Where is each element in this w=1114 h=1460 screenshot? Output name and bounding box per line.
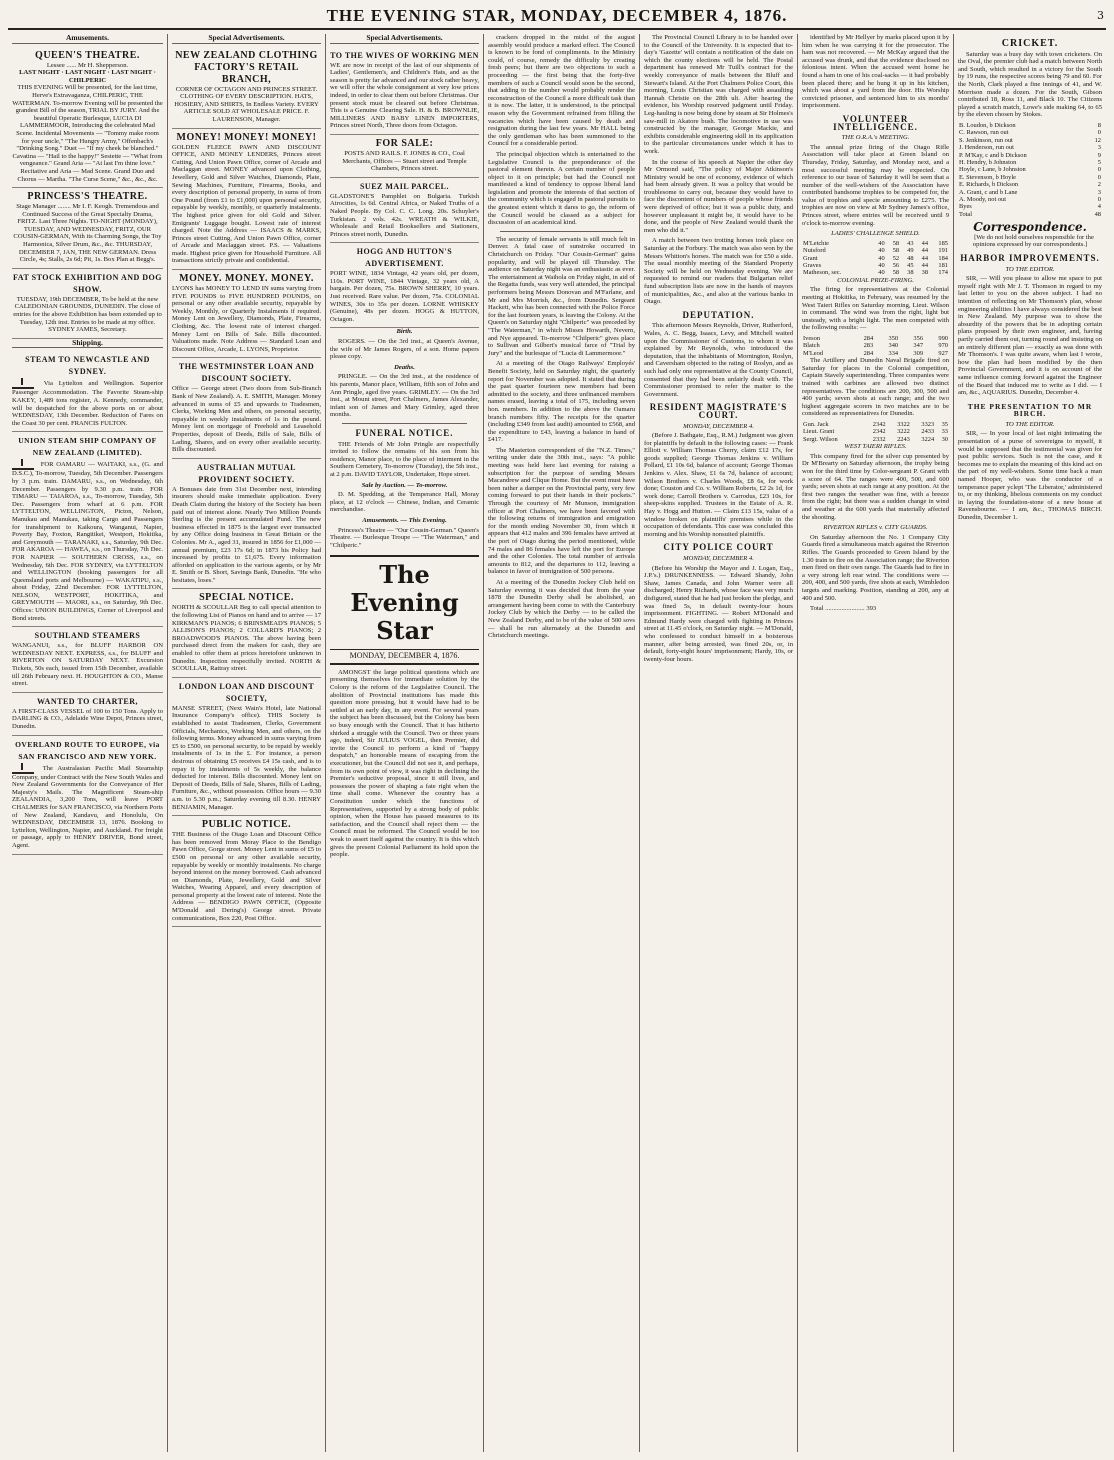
table-cell-name: M'Leod — [803, 349, 823, 357]
ad-public-notice — [172, 816, 321, 927]
auction-notice: D. M. Spedding, at the Temperance Hall, Moray place, at 12 o'clock — Chinese, Indian, and Ceramic merchandise. — [330, 491, 479, 514]
volunteer-article: The annual prize firing of the Otago Rifle Association will take place at Green Island on Thursday, Friday, Saturday, and Monday next, and a most successful meeting may be expected. On reference to our issue of Saturday it will be seen that a number of the well-wishers of the Association have contributed handsome trophies to be competed for, the value of trophies and specie amounting to £275. The trophies are now on view at Mr Sydney James's office, Princes street, where entries will be received until 9 o'clock to-morrow evening. — [802, 143, 949, 227]
ad-london-loan — [172, 678, 321, 816]
table-cell-value: 30 — [941, 435, 948, 443]
ad-lessee: Lessee ...... Mr H. Shepperson. — [46, 61, 129, 69]
table-row — [958, 189, 1102, 196]
divider — [500, 231, 623, 232]
table-cell-name: E. Richards, b Dickson — [959, 181, 1019, 189]
table-cell-value: 58 — [892, 239, 900, 247]
table-row — [958, 203, 1102, 210]
table-cell-value: 48 — [1094, 210, 1101, 218]
table-cell-value: 40 — [878, 247, 885, 255]
table-cell-value: 181 — [938, 262, 948, 270]
ad-amp-society — [172, 459, 321, 590]
column-6 — [798, 34, 954, 1452]
ad-title: UNION STEAM SHIP COMPANY OF NEW ZEALAND (LIMITED). — [18, 436, 157, 458]
ad-body: GOLDEN FLEECE PAWN AND DISCOUNT OFFICE, AND MONEY LENDERS, Princes street Cutting, And Union Pawn Office, corner of Arcade and Maclaggan street. MONEY advanced upon Clothing, Jewellery, Gold and Silver Watches, Diamonds, Plate, Sewing Machines, Furniture, Firearms, Books, and every description of personal property, in sums of from One Pound (from £1 to £1,000) upon personal security, repayable by weekly, monthly, or quarterly instalments. The highest price given for old Gold and Silver. Emigrants' Luggage bought. Lowest rate of interest charged. Note the Address — ISAACS & MARKS, Princes street Cutting, And Union Pawn Office, corner of Arcade and Maclaggan street. P.S. — Valuations made. Highest price given for Household Furniture. All transactions strictly private and confidential. — [172, 143, 321, 265]
ad-wives-working-men — [330, 47, 479, 135]
ad-title: FAT STOCK EXHIBITION AND DOG SHOW. — [13, 272, 162, 294]
local-news: The Provincial Council Library is to be handed over to the Council of the University. It is expected that to-day's 'Gazette' will contain a notification of the date on which the county elections will be held. The Postal department has renewed Mr Tuill's contract for the weekly conveyance of mails between the Bluff and Stewart's Island. At the Port Chalmers Police Court, this morning, Louis Christian was charged with assaulting Hannah Christie on the 28th ult. After hearing the evidence, his Worship reserved judgment until Friday. Leg-hauling is now being done by steam at Sir Holmes's saw-mill in Akatore bush. The locomotive in use was constructed by the manager, George Mackie, and exhibits considerable engineering skill in its application to the particular circumstances under which it has to work. — [644, 34, 793, 155]
table-cell-name: Lieut. Grant — [803, 428, 835, 436]
ladies-shield-heading: LADIES' CHALLENGE SHIELD. — [831, 230, 920, 238]
section-heading-special: Special Advertisements. — [330, 34, 479, 44]
ad-north-scoullar — [172, 589, 321, 677]
ad-title: LONDON LOAN AND DISCOUNT SOCIETY, — [178, 681, 315, 703]
table-cell-value: 284 — [863, 335, 874, 343]
riverton-article: On Saturday afternoon the No. 1 Company City Guards fired a simultaneous match against the Riverton Rifles. The Guards proceeded to Green Island by the 1.30 train to fire on the Association range; the Riverton men fired on their own range. The Guards had to fire in a very strong left rear wind. The conditions were — 200, 400, and 500 yards, five shots at each, Wimbledon targets and marking. Position, standing at 200, any at 400 and 500. — [802, 533, 949, 602]
table-cell-value: 45 — [907, 262, 914, 270]
table-row — [802, 269, 949, 276]
ad-title: FOR SALE: — [375, 137, 434, 149]
ladies-shield-table — [802, 240, 949, 277]
masthead-title: THE EVENING STAR, MONDAY, DECEMBER 4, 1876. — [326, 6, 788, 25]
table-row — [958, 159, 1102, 166]
ad-for-sale — [330, 135, 479, 178]
column-3 — [326, 34, 484, 1452]
masthead — [8, 6, 1106, 30]
colonial-heading: COLONIAL PRIZE-FIRING. — [837, 276, 914, 284]
correspondence-disclaimer: [We do not hold ourselves responsible for the opinions expressed by our correspondents.] — [972, 233, 1094, 249]
table-cell-value: 8 — [1097, 121, 1101, 129]
column-1 — [8, 34, 168, 1452]
gunners-scores-table — [802, 421, 949, 443]
table-cell-value: 3322 — [897, 421, 910, 428]
table-row — [802, 342, 949, 349]
ad-body: WANGANUI, s.s., for BLUFF HARBOR ON WEDNESDAY NEXT. EXPRESS, s.s., for BLUFF and RIVERTON ON SATURDAY NEXT. Excursion Tickets, 50s each, issued from 15th December, available till 26th February next. H. HOUGHTON & CO., Manse street. — [12, 642, 163, 688]
ad-body: THIS EVENING Will be presented, for the last time, Herve's Extravaganza, CHILPERIC, THE WATERMAN. To-morrow Evening will be presented the grandest Bill of the season, TRIAL BY JURY. And the beautiful Operatic Burlesque, LUCIA DI LAMMERMOOR, Introducing the celebrated Mad Scene. Incidental Movements — "Tommy make room for your uncle," "The Hungry Army," Offenbach's "Drinking Song." Duet — "If my cheek be blanched." Cavatina — "Hail to the happy!" Sestette — "What from vengeance." Grand Aria — "At last I'm thine love." Recitative and Aria — Mad Scene. Grand Duo and Chorus — Martha. "The Curse Scene," &c., &c., &c. — [12, 84, 163, 183]
table-cell-value: 48 — [907, 254, 914, 262]
column-2 — [168, 34, 326, 1452]
table-cell-value: 44 — [921, 247, 929, 255]
table-cell-value: 2243 — [897, 435, 910, 443]
divider — [342, 423, 467, 424]
harbor-heading: HARBOR IMPROVEMENTS. — [960, 253, 1100, 263]
table-cell-value: 0 — [1097, 129, 1101, 137]
ad-southland-steamers — [12, 627, 163, 693]
table-cell-value: 340 — [888, 342, 899, 350]
table-row — [802, 255, 949, 262]
deputation-article: This afternoon Messrs Reynolds, Driver, Rutherford, Wales, A. C. Begg, Isaacs, Levy, and Mitchell waited upon the Commissioner of Customs, to whom it was explained by Mr Reynolds, who introduced the deputation, that the inhabitants of Mornington, Roslyn, and Caversham objected to the rating of Roslyn, and as such had only one representative at the County Council, consented that they had been unfairly dealt with. The Commissioner promised to refer the matter to the Government. — [644, 322, 793, 398]
ad-hogg-hutton — [330, 243, 479, 328]
table-cell-value: 283 — [863, 342, 874, 350]
steamship-icon — [12, 459, 34, 470]
ad-body: Via Lyttelton and Wellington. Superior Passenger Accommodation. The Favorite Steam-ship KAKEY, 1,489 tons register, A. Kennedy, commander, will be despatched for the above ports on or about WEDNESDAY, 13th December. Reduction of Fares on the Coast 30 per cent. FRANCIS FULTON. — [12, 380, 164, 427]
column-4 — [484, 34, 640, 1452]
table-row — [958, 152, 1102, 159]
amusements-notice: Princess's Theatre — "Our Cousin-German." Queen's Theatre. — Burlesque Troupe — "The Waterman," and "Chilperic." — [330, 526, 479, 549]
cricket-article: Saturday was a busy day with town cricketers. On the Oval, the premier club had a match between North and South, which resulted in a victory for the South by 19 runs, the respective scores being 79 and 60. For the North, Clark played a fine innings of 41, and W. Morrison made a dozen. For the South, Gibson contributed 18, Ross 11, and Black 10. The Citizens played a scratch match, Lowe's side making 64, to 65 by the eleven chosen by Stokes. — [958, 50, 1102, 119]
table-cell-name: C. Rawson, run out — [959, 129, 1009, 137]
table-cell-value: 2332 — [872, 435, 886, 443]
table-cell-value: 58 — [892, 247, 900, 255]
birch-to-editor: TO THE EDITOR. — [1005, 420, 1055, 428]
table-cell-name: Grant — [803, 254, 818, 262]
ad-body: CORNER OF OCTAGON AND PRINCES STREET. CLOTHING OF EVERY DESCRIPTION. HATS, HOSIERY, AND SHIRTS, In Endless Variety. EVERY ARTICLE SOLD AT WHOLESALE PRICE. F. LAURENSON, Manager. — [174, 85, 319, 123]
section-heading-special: Special Advertisements. — [172, 34, 321, 44]
volunteer-heading: VOLUNTEER INTELLIGENCE. — [833, 113, 918, 132]
ad-lyons-money — [172, 270, 321, 358]
table-cell-value: 44 — [921, 239, 929, 247]
volunteer-subheading: THE O.R.A.'s MEETING. — [841, 134, 910, 142]
table-cell-value: 0 — [1097, 196, 1101, 203]
table-cell-name: Graves — [803, 262, 822, 270]
table-cell-value: 0 — [1097, 173, 1101, 181]
cricket-heading: CRICKET. — [1001, 38, 1059, 49]
ad-title: PRINCESS'S THEATRE. — [27, 191, 148, 203]
ad-queens-theatre — [12, 47, 163, 189]
ormond-speech: In the course of his speech at Napier the other day Mr Ormond said, "The policy of Major Atkinson's Ministry would be one of economy, evidence of which had been already given. It was a policy that would be troublesome to carry out, because they would have to face the discontent of numbers of people whose friends were deprived of office; but it was a public duty, and however unpleasant it might be, it would have to be done, and the people of New Zealand would thank the men who did it." — [644, 158, 793, 234]
table-cell-name: Blatch — [803, 342, 820, 350]
steamship-icon — [12, 378, 34, 389]
artillery-article: The Artillery and Dunedin Naval Brigade fired on Saturday for places in the Colonial competition, Captain Stavely superintending. Three companies were trained with carbines are allowed two distinct representatives. The conditions are 200, 300, 500 and 400 yards; seven shots at each range; and the two highest aggregate scorers in two matches are to be considered as representatives for Dunedin. — [802, 357, 949, 418]
court-continued: identified by Mr Hellyer by marks placed upon it by him when he was carrying it for the prosecutor. The ham was not recovered. — Mr McKay argued that the accused was drunk, and that the evidence disclosed no felonious intent. When the accused went home he found a ham in one of his coal-sacks — it had probably been placed there; and he hung it up in his kitchen, which was about a yard from the door. His Worship convicted prisoner, and sentenced him to six months' imprisonment. — [802, 34, 949, 110]
table-cell-value: 309 — [913, 349, 924, 357]
table-cell-name: J. Henderson, run out — [959, 144, 1014, 152]
table-cell-value: 284 — [863, 349, 874, 357]
ad-wanted-to-charter — [12, 693, 163, 736]
police-court-heading: CITY POLICE COURT — [663, 542, 774, 553]
table-row — [802, 335, 949, 342]
birch-heading: THE PRESENTATION TO MR BIRCH. — [967, 401, 1093, 419]
jockey-club-news: At a meeting of the Dunedin Jockey Club held on Saturday evening it was decided that from the year 1878 the Dunedin Derby shall be abolished, an arrangement having been come to with the Canterbury Jockey Club by which the Derby — to be called the New Zealand Derby, and to be of the value of 500 sovs — shall be run alternately at the Dunedin and Christchurch meetings. — [488, 578, 635, 640]
table-cell-name: Byes — [959, 203, 972, 211]
ad-title: QUEEN'S THEATRE. — [35, 49, 140, 61]
ad-union-steam-ship — [12, 432, 163, 627]
birch-letter: SIR, — In your local of last night intimating the presentation of a purse of sovereigns to myself, it would be supposed that the testimonial was given for past public services. Such is not the case, and it becomes me to explain the meaning of this kind act on the part of my well-wishers. Some time back a man named Hooper, who was the conductor of a temperance paper yclept 'The Liberator,' administered to, or my thinking, libelous comments on my conduct in laying the foundation-stone of a new house at Ravensbourne. — I am, &c., THOMAS BIRCH. Dunedin, December 1. — [958, 430, 1102, 521]
immigration-news: The Masterton correspondent of the "N.Z. Times," writing under date the 30th inst., says: "A public meeting was held here last evening for raising a subscription for the purpose of sending Messrs Macandrew and Clique Home. But the event must have been rather a damper on the Provincial party, very few coming forward to put their hands in their pockets." Through the courtesy of Mr Munson, immigration officer at Port Chalmers, we have been favored with the following returns of immigration and emigration for the month ending November 30, from which it appears that 412 males and 396 females have arrived at the port of Otago during the period mentioned, while 74 males and 86 females have left the port for Europe and the other Colonies. The total number of arrivals amounts to 812, and the departures to 112, leaving a balance in favor of immigration of 500 persons. — [488, 446, 635, 576]
table-row — [802, 428, 949, 435]
colonial-scores-table — [802, 335, 949, 357]
ad-westminster-loan — [172, 358, 321, 458]
table-cell-value: 347 — [913, 342, 924, 350]
table-cell-value: 44 — [921, 254, 929, 262]
colonial-article: The firing for representatives at the Colonial meeting at Hokitika, in February, was resumed by the West Taieri Rifles on Saturday morning, Lieut. Wilson in command. The wind was from the right, light but unsteady, with a bright light. The men competed with the following results: — — [802, 286, 949, 332]
section-heading-shipping: Shipping. — [12, 339, 163, 349]
table-cell-name: A. Grant, c and b Lane — [959, 188, 1018, 196]
table-row — [802, 436, 949, 443]
death-notices: PRINGLE. — On the 3rd inst., at the residence of his parents, Manor place, William, fifth son of John and Ann Pringle, aged five years. GRIMLEY. — On the 3rd inst., at Mount street, Port Chalmers, James Alexander, infant son of James and Mary Grimley, aged three months. — [330, 373, 479, 419]
ad-fat-stock — [12, 269, 163, 339]
ad-title: PUBLIC NOTICE. — [201, 819, 292, 831]
riverton-heading: RIVERTON RIFLES v. CITY GUARDS. — [823, 524, 928, 532]
ad-body: NORTH & SCOULLAR Beg to call special attention to the following List of Pianos on hand and to arrive — 17 KIRKMAN'S PIANOS; 6 BRINSMEAD'S PIANOS; 5 ALLISON'S PIANOS; 2 COLLARD'S PIANOS; 2 BROADWOOD'S PIANOS. The above having been purchased direct from the makers for cash, they are enabled to offer them at prices heretofore unknown in Dunedin. Inspection respectfully invited. NORTH & SCOULLAR, Rattray street. — [172, 604, 321, 673]
table-cell-value: 184 — [938, 254, 948, 262]
table-row — [802, 240, 949, 247]
table-cell-value: 49 — [907, 247, 914, 255]
table-cell-value: 3 — [1097, 144, 1101, 152]
table-cell-value: 33 — [941, 428, 948, 436]
table-row — [802, 262, 949, 269]
ad-body: A FIRST-CLASS VESSEL of 100 to 150 Tons. Apply to DARLING & CO., Adelaide Wine Depot, Princes street, Dunedin. — [12, 707, 163, 730]
ad-body: GLADSTONE'S Pamphlet on Bulgaria. Turkish Atrocities, 1s 6d. Central Africa, or Naked Truths of a Naked People. By Col. C. C. Long. 20s. Schuyler's Turkistan. 2 vols. 42s. WREATH & WILKIE, Wholesale and Retail Booksellers and Stationers, Princes street north, Dunedin. — [330, 192, 479, 238]
ad-body: A Bonuses date from 31st December next, intending insurers should make immediate application. Every Death Claim during the history of the Society has been paid out of interest alone. Nearly Two Million Pounds Sterling is the present accumulated Fund. The new business effected in 1875 is the largest ever transacted by any Office doing business in Great Britain or the Colonies. Mr A., aged 31, insured in 1856 for £1,000 — annual premium, £23 17s 6d; in 1873 his Policy had increased by profits to £1,675. Every information afforded on application to the various agents, or by Mr E. Smith or B. Short, Savings Bank, Dunedin. "He who hesitates, loses." — [172, 485, 321, 584]
police-court-article: (Before his Worship the Mayor and J. Logan, Esq., J.P.'s.) DRUNKENNESS. — Edward Shandy, John Shaw, James Canada, and John Warner were all discharged; Henry Richards, whose face was very much disfigured, stated that he had just broken the pledge, and was fined 5s, in default twenty-four hours imprisonment. FIGHTING. — Robert M'Donald and Edmund Hardy were charged with fighting in Princes street at 11.45 o'clock, on Saturday night. — M'Donald, who confessed to conduct himself in a boisterous manner, after being arrested, was fined 20s, or, in default, forty-eight hours' imprisonment; Hardy, 10s, or twenty-four hours. — [644, 564, 793, 663]
table-cell-value: 35 — [941, 421, 948, 428]
table-row — [958, 174, 1102, 181]
table-cell-value: 927 — [938, 349, 948, 357]
table-cell-name: Matheson, sec. — [803, 269, 842, 277]
editorial-article: AMONGST the large political questions which are presenting themselves for immediate solution by the Colony is the reform of the Legislative Council. The abolition of Provincial institutions has made this question more pressing, but it would have had to be settled at an early day, in any event. For several years the subject has been discussed, but the Colony has been so busy enough with the Council. That it has hitherto shirked a struggle with the Council. Two or three years ago, indeed, Sir JULIUS VOGEL, then Premier, did invite the Council to perform a kind of "happy despatch," an honorable means of escaping from the executioner, but the Council did not see it, and perhaps, from its own point of view, it was right in declining the Premier's seductive proposal, since it still lives, and possesses the power of shaping a fate right when the time shall come. Whenever the country has a Constitution under which the functions of Representatives, supported by a strong body of public opinion, when the House has passed measures to its satisfaction, and the Council shall reject them — the Council must be reformed. The Council would be too weak to assert itself against the country. It is this which gives the present Colonial Parliament its hold upon the people. — [330, 668, 479, 859]
table-cell-name: H. Hendry, b Johnston — [959, 158, 1017, 166]
ad-body: PORT WINE, 1834 Vintage, 42 years old, per dozen, 110s. PORT WINE, 1844 Vintage, 32 years old, A bargain. Per dozen, 75s. BROWN SHERRY, 10 years. Just received. Rare value. Per dozen, 75s. COLONIAL WINES, 30s to 35s per dozen. LORNE WHISKEY (Genuine), 48s per dozen. HOGG & HUTTON, Octagon. — [330, 270, 479, 323]
table-row — [958, 137, 1102, 144]
table-cell-value: 40 — [878, 269, 885, 277]
table-row — [802, 350, 949, 357]
table-row — [958, 196, 1102, 203]
table-cell-value: 3 — [1097, 188, 1101, 196]
table-cell-value: 356 — [913, 335, 924, 343]
table-cell-value: 3222 — [897, 428, 910, 436]
steamship-icon — [12, 763, 34, 774]
west-taieri-article: This company fired for the silver cup presented by Dr M'Brearty on Saturday afternoon, the trophy being won for the third time by Color-sergeant P. Grant with a score of 64. The ranges were 400, 500, and 600 yards; seven shots at each range at any position. At the first two ranges the weather was fine, with a breeze from the right; but there was a sudden change in wind and weather at the 600 yards that materially affected the shooting. — [802, 452, 949, 521]
deputation-heading: DEPUTATION. — [682, 309, 755, 320]
ad-title: THE WESTMINSTER LOAN AND DISCOUNT SOCIETY. — [178, 362, 315, 384]
table-row — [958, 181, 1102, 188]
table-cell-value: 5 — [1097, 158, 1101, 166]
table-cell-name: P. M'Kay, c and b Dickson — [959, 151, 1027, 159]
table-cell-value: 40 — [878, 239, 885, 247]
section-heading-amusements: Amusements. — [12, 34, 163, 44]
ad-title: SPECIAL NOTICE. — [199, 592, 294, 604]
table-cell-value: 2342 — [872, 421, 886, 428]
table-row — [958, 144, 1102, 151]
ad-overland-route — [12, 736, 163, 855]
column-5 — [640, 34, 798, 1452]
newspaper-nameplate: The Evening Star — [330, 555, 479, 650]
ad-newcastle-steam — [12, 351, 163, 432]
ad-nz-clothing — [172, 47, 321, 129]
funeral-notice: THE Friends of Mr John Pringle are respectfully invited to follow the remains of his son from his residence, Manor place, to the place of interment in the Southern Cemetery, To-morrow (Tuesday), the 5th inst., at 2 p.m. DAVID TAYLOR, Undertaker, Hope street. — [330, 440, 479, 478]
ad-body: Office — George street (Two doors from Sub-Branch Bank of New Zealand). A. E. SMITH, Manager. Money advanced in sums of £5 and upwards to Tradesmen, Clerks, Working Men and others, on personal security, repayable in weekly instalments of 1s in the pound. Money lent on mortgage of Freehold and Leasehold Properties, deposit of Deeds, Bills of Sale, Bills of Lading, Shares, and on every other available security. Bills discounted. — [172, 385, 321, 454]
table-cell-value: 52 — [892, 254, 900, 262]
table-cell-value: 174 — [938, 269, 948, 277]
ad-body: Stage Manager ........ Mr I. F. Keogh. Tremendous and Continued Success of the Great Specialty Drama, FRITZ. Last Three Nights. TO-NIGHT (MONDAY), TUESDAY, AND WEDNESDAY, FRITZ, OUR COUSIN-GERMAN, With its Charming Songs, the Toy Harmonica, Silver Drum, &c., &c. THURSDAY, DECEMBER 7, JAN, THE NEW GERMAN. Dress Circle, 4s; Stalls, 2s 6d; Pit, 1s. Box Plan at Begg's. — [13, 203, 162, 264]
harbor-letter: SIR, — Will you please to allow me space to put myself right with Mr J. T. Thomson in regard to my last letter to you on the above subject. I had no intention of reflecting on Mr Thomson's plan, whose engineering abilities I have always considered the best in New Zealand. My purpose was to show the absurdity of the powers that be in adopting certain plans proposed by their own engineer, and, having partly carried them out, turning round and insisting on an entirely different plan — exactly as was done with Mr Thomson's. I was quite aware, when last I wrote, how the plan had been modified by the then Provincial Government, and it is on account of the same influence coming forward against the Engineer of the Board that induced me to write as I did. — I am, &c., AQUARIUS. Dunedin, December 4. — [958, 275, 1102, 397]
table-cell-value: 56 — [892, 262, 900, 270]
table-cell-name: Sergt. Wilson — [803, 435, 838, 443]
rmc-article: (Before J. Bathgate, Esq., R.M.) Judgment was given for plaintiffs by default in the following cases: — Frank Elliott v. William Thomas Cherry, claim £12 17s, for goods supplied; George Thomas Jenkins v. William Pollard, £1 10s 6d, balance of account; George Thomas Jenkins v. Alex. Shaw, £1 6s 7d, balance of account; Wilson Brothers v. Charles Woods, £8 6s, for work done; Couston and Co. v. William Roberts, £2 2s 1d, for work done; Carroll Brothers v. Carrodus, £23 10s, for sheep-skins supplied. Trustees in the Estate of A. R. Hay v. Hogg and Hutton. — Claim £13 15s, value of a window broken on plaintiffs' premises while in the occupation of defendants. This case was concluded this morning and his Worship nonsuited plaintiffs. — [644, 432, 793, 538]
table-cell-value: 2342 — [872, 428, 886, 436]
table-cell-value: 970 — [938, 342, 948, 350]
cricket-scores-table — [958, 122, 1102, 218]
ad-title: SUEZ MAIL PARCEL. — [359, 181, 450, 191]
dateline: MONDAY, DECEMBER 4, 1876. — [330, 652, 479, 665]
table-cell-value: 350 — [888, 335, 899, 343]
table-cell-value: 44 — [921, 262, 929, 270]
table-cell-name: E. Stevenson, b Hoyle — [959, 173, 1016, 181]
table-cell-value: 9 — [1097, 151, 1101, 159]
ad-title: AUSTRALIAN MUTUAL PROVIDENT SOCIETY. — [197, 462, 296, 484]
birth-notice: ROGERS. — On the 3rd inst., at Queen's Avenue, the wife of Mr James Rogers, of a son. Home papers please copy. — [330, 338, 479, 361]
ad-title: TO THE WIVES OF WORKING MEN — [330, 50, 479, 60]
auction-heading: Sale by Auction. — To-morrow. — [361, 481, 448, 489]
table-cell-value: 185 — [938, 239, 948, 247]
table-row — [958, 129, 1102, 136]
table-cell-name: Hoyle, c Lane, b Johnston — [959, 166, 1026, 174]
ad-title: MONEY. MONEY. MONEY. — [179, 273, 314, 285]
local-news: The security of female servants is still much felt in Denver. A fatal case of sunstroke occurred in Christchurch on Friday. "Our Cousin-German" gains popularity, and will be played till Thursday. The audience on Saturday night was an enthusiastic as ever. The entertainment at Waihola on Friday night, in aid of the Regatta funds, was very well attended, the principal performers being Messrs Donovan and M'Farlane, and Mr and Mrs Morrish, &c., from Dunedin. Sergeant Hackett, who has been connected with the Police Force for the last fourteen years, is leaving the Colony. At the Queen's on Saturday night "Chilperic" was preceded by "The Waterman," in which Misses Howarth, Nevern, and Nye appeared. To-morrow "Chilperic" gives place to Sullivan and Gilbert's musical farce of "Trial by Jury" and the burlesque of "Lucia di Lammermoor." — [488, 235, 635, 357]
rmc-date: MONDAY, DECEMBER 4. — [683, 422, 754, 430]
local-news-2: A match between two trotting horses took place on Saturday at the Forbury. The match was also won by the Messrs Whitton's horses. The match was for £50 a side. The usual monthly meeting of the Standard Property Society will be held on Wednesday evening. We are requested to remind our readers that Bulgarian relief fund subscription lists are now in the hands of mayors of municipalities, &c., and also at the various banks in Otago. — [644, 237, 793, 306]
west-taieri-heading: WEST TAIERI RIFLES. — [844, 443, 907, 451]
table-cell-value: 3224 — [921, 435, 935, 443]
table-cell-name: Iveson — [803, 335, 821, 343]
police-court-date: MONDAY, DECEMBER 4. — [683, 555, 754, 562]
deaths-heading: Deaths. — [394, 363, 415, 371]
table-cell-value: 2 — [1097, 181, 1101, 189]
table-cell-value: 43 — [907, 239, 914, 247]
table-cell-value: 38 — [907, 269, 914, 277]
table-cell-value: 12 — [1094, 136, 1101, 144]
table-cell-value: 990 — [938, 335, 948, 343]
ad-title: MONEY! MONEY! MONEY! — [176, 131, 317, 143]
ad-body: TUESDAY, 19th DECEMBER, To be held at the new CALEDONIAN GROUNDS, DUNEDIN. The close of entries for the above Exhibition has been extended up to Tuesday, 12th inst. Entries to be made at my office. SYDNEY JAMES, Secretary. — [13, 295, 162, 334]
ad-bill: LAST NIGHT · LAST NIGHT · LAST NIGHT · CHILPERIC — [19, 69, 156, 84]
births-heading: Birth. — [396, 328, 413, 336]
ad-suez-mail — [330, 178, 479, 244]
ad-princess-theatre — [12, 188, 163, 269]
table-cell-name: Nutsford — [803, 247, 826, 255]
table-cell-value: 2433 — [921, 428, 935, 436]
table-cell-name: Gun. Jack — [803, 421, 829, 428]
table-cell-value: 3323 — [921, 421, 935, 428]
correspondence-heading: Correspondence. — [973, 220, 1087, 235]
ad-body: FOR OAMARU — WAITAKI, s.s., (G. and D.S.C.), To-morrow, Tuesday, 5th December. Passengers by 3 p.m. train. DAMARU, s.s., on Wednesday, 6th December. Passengers by 9.30 p.m. train. FOR TIMARU — TAIAROA, s.s., To-morrow, Tuesday, 5th Dec. Passengers from wharf at 6 p.m. FOR LYTTELTON, WELLINGTON, Picton, Nelson, Manukau and Manukau, taking Cargo and Passengers for transhipment to Kaikoura, Wanganui, Napier, Poverty Bay, Foxton, Rangitikei, Westport, Hokitika, and Greymouth — TARANAKI, s.s., Saturday, 9th Dec. FOR AKAROA — HAWEA, s.s., on Thursday, 7th Dec. FOR NAPIER — SOUTHERN CROSS, s.s., on Wednesday, 6th Dec. FOR SYDNEY, via LYTTELTON and WELLINGTON (booking passengers for all Queensland ports and Melbourne) — WAKATIPU, s.s., about Friday, 22nd December. FOR LYTTELTON, NELSON, WESTPORT, HOKITIKA, and GREYMOUTH — MAORI, s.s., on Saturday, 9th Dec. Offices: UNION BUILDINGS, Corner of Liverpool and Bond streets. — [12, 461, 163, 622]
page-number: 3 — [1097, 9, 1104, 22]
table-row — [802, 421, 949, 428]
ad-body: POSTS AND RAILS. F. JONES & CO., Coal Merchants, Offices — Stuart street and Temple Chambers, Princes street. — [342, 149, 467, 173]
table-cell-value: 191 — [938, 247, 948, 255]
amusements-heading: Amusements. — This Evening. — [362, 516, 447, 524]
table-cell-value: 334 — [888, 349, 899, 357]
ad-body: WE are now in receipt of the last of our shipments of Ladies', Gentlemen's, and Children's Hats, and as the season is pretty far advanced and our stock rather heavy, we will offer the whole consignment at very low prices indeed, in order to clear them out before Christmas. Our present stock must be cleared out before Christmas. This is a Genuine Clearing Sale. H. & B. BROWNLIE, MILLINERS AND BABY LINEN IMPORTERS, Princes street North, Three doors from Octagon. — [330, 61, 479, 130]
rmc-heading: RESIDENT MAGISTRATE'S COURT. — [649, 402, 788, 420]
table-cell-name: B. Loudon, b Dickson — [959, 121, 1016, 129]
column-7 — [954, 34, 1106, 1452]
ad-title: NEW ZEALAND CLOTHING FACTORY'S RETAIL BRANCH, — [175, 49, 318, 85]
table-row — [802, 247, 949, 254]
table-cell-name: A. Moody, not out — [959, 196, 1006, 203]
table-row — [958, 211, 1102, 218]
table-cell-value: 40 — [878, 262, 885, 270]
ad-golden-fleece — [172, 129, 321, 271]
table-cell-value: 0 — [1097, 166, 1101, 174]
table-row — [958, 122, 1102, 129]
table-row — [958, 166, 1102, 173]
editorial-continued: crackers dropped in the midst of the august assembly would produce a marked effect. The Council is known to be fond of compliments. In the Ministry could, of course, remedy the difficulty by creating fresh peers; but there are two objections to such a proceeding — the first being that the forty-five members of such a Council would soon be the second, that adding to the number would probably render the reconstruction of the Council a more difficult task than it is now. The latter, it is understood, is the principal reason why the Government refrained from filling the vacancies which have been caused by death and resignation during the last few years. Mr HALL being the only gentleman who has been summoned to the Council for a considerable period. — [488, 34, 635, 148]
table-cell-value: 58 — [892, 269, 900, 277]
ad-body: LYONS has MONEY TO LEND IN sums varying from FIVE POUNDS to FIVE HUNDRED POUNDS, on personal or any other available security, repayable by Weekly, Monthly, or Quarterly Instalments if required. Money Lent on Jewellery, Diamonds, Plate, Firearms, Clothing, &c. The lowest rate of interest charged. Money Lent on Bills of Sale. Bills discounted. Valuations made. Note Address — Standard Loan and Discount Office, Arcade, L. LYONS, Proprietor. — [172, 285, 321, 353]
table-cell-value: 4 — [1097, 203, 1101, 211]
ad-body: The Australasian Pacific Mail Steamship Company, under Contract with the New South Wales and New Zealand Governments for the Conveyance of Her Majesty's Mails. The Magnificent Steam-ship ZEALANDIA, 3,200 Tons, will leave PORT CHALMERS for SAN FRANCISCO, via Northern Ports of New Zealand, Kandavu, and Honolulu, On WEDNESDAY, DECEMBER 13, 1876. Booking to Lyttelton, Wellington, Napier, and Auckland. For freight or passage, apply to HENRY DRIVER, Bond street, Agent. — [12, 764, 163, 849]
table-cell-name: Total — [959, 210, 973, 218]
table-cell-value: 40 — [878, 254, 885, 262]
railway-society-news: At a meeting of the Otago Railways' Employés' Benefit Society, held on Saturday night, the quarterly report for November was adopted. It stated that during the past quarter fourteen new members had been admitted to the society, and three unfinanced members names erased, leaving a total of 175, including seven hon. members. In addition to the above the Oamaru branch numbers fifty. The receipts for the quarter (including £349 from last audit) amounted to £568, and the expenditure to £43, leaving a balance in hand of £417. — [488, 360, 635, 444]
ad-title: HOGG AND HUTTON'S ADVERTISEMENT. — [356, 247, 453, 269]
funeral-heading: FUNERAL NOTICE. — [355, 427, 454, 438]
table-cell-name: M'Letchie — [803, 239, 829, 247]
editorial-pastoral: The principal objection which is entertained to the Legislative Council is the preponderance of the pastoral element therein. A certain number of people object to it on principle; but had the Council not manifested a kind of tendency to oppose liberal land legislation and promote the interests of that section of the community which is engaged in pastoral pursuits to the greatest extent which it dares to go, the reform of the Council would be classed as a subject for discussion of an academical kind. — [488, 150, 635, 227]
harbor-to-editor: TO THE EDITOR. — [1005, 265, 1055, 273]
table-cell-value: 38 — [921, 269, 929, 277]
ad-title: OVERLAND ROUTE TO EUROPE, via SAN FRANCISCO AND NEW YORK. — [15, 739, 160, 761]
ad-title: WANTED TO CHARTER, — [36, 696, 139, 706]
ad-title: SOUTHLAND STEAMERS — [34, 631, 141, 641]
ad-title: STEAM TO NEWCASTLE AND SYDNEY. — [25, 355, 150, 377]
table-cell-name: S. Jenkinson, run out — [959, 136, 1013, 144]
ad-body: THE Business of the Otago Loan and Discount Office has been removed from Moray Place to the Bendigo Pawn Office, Gorge street. Money Lent in sums of £5 to £500 on personal or any other available security, repayable by weekly or monthly instalments. No charge beyond interest on the money borrowed. Cash advanced on Diamonds, Plate, Jewellery, Gold and Silver Watches, Wearing Apparel, and every description of personal property at the lowest rate of interest. Note the Address — BENDIGO PAWN OFFICE, (Opposite M'Donald and Dering's) George street. Private communications, Box 220, Post Office. — [172, 831, 321, 922]
riverton-total: Total ........................ 393 — [810, 605, 877, 613]
ad-body: MANSE STREET, (Next Wain's Hotel, late National Insurance Company's office). THIS Society is established to assist Tradesmen, Clerks, Government Officials, Mechanics, Working Men, and others, on the following terms. Money advanced in sums varying from £5 to £500, on personal security, to be repaid by weekly instalments of 1s in the £. For instance, a person desirous of obtaining £5 receives £4 15s cash, and is to repay it by instalments of 5s weekly, the balance deducted for interest. Bills discounted. Money lent on Deposit of Deeds, Bills of Sale, Shares, Bills of Lading, Furniture, &c., without possession. Office hours — 9.30 a.m. to 5.30 p.m.; Saturday evening till 8.30. HENRY BENJAMIN, Manager. — [172, 704, 321, 811]
